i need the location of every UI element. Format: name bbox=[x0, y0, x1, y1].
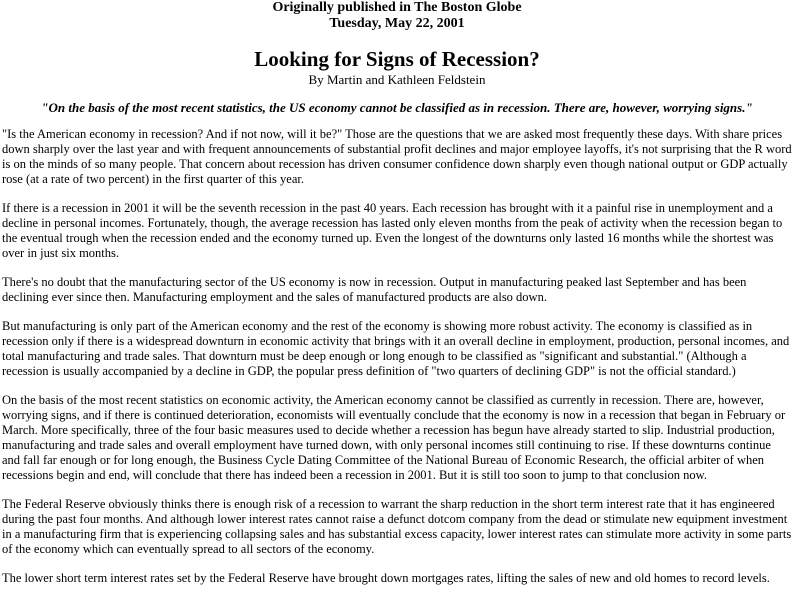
body-paragraph: "Is the American economy in recession? And if not now, will it be?" Those are the questions that we are asked most frequently these days. With share prices down sharply over the last year and with frequent announcements of substantial profit declines and major employee layoffs, it's not surprising that the R word is on the minds of so many people. That concern about recession has driven consumer confidence down sharply even though national output or GDP actually rose (at a rate of two percent) in the first quarter of this year. bbox=[2, 127, 792, 186]
publication-line: Originally published in The Boston Globe bbox=[272, 0, 522, 15]
body-paragraph: The lower short term interest rates set by the Federal Reserve have brought down mortgages rates, lifting the sales of new and old homes to record levels. bbox=[2, 571, 770, 585]
article-byline: By Martin and Kathleen Feldstein bbox=[308, 72, 486, 87]
body-paragraph: The Federal Reserve obviously thinks there is enough risk of a recession to warrant the sharp reduction in the short term interest rate that it has engineered during the past four months. And although lower interest rates cannot raise a defunct dotcom company from the dead or stimulate new equipment investment in a manufacturing firm that is experiencing collapsing sales and has substantial excess capacity, lower interest rates can stimulate more activity in some parts of the economy which can eventually spread to all sectors of the economy. bbox=[2, 497, 792, 556]
article-pullquote: "On the basis of the most recent statistics, the US economy cannot be classified as in recession. There are, however, worrying signs." bbox=[41, 100, 753, 115]
article-body bbox=[2, 127, 792, 586]
masthead bbox=[2, 0, 792, 32]
body-paragraph: There's no doubt that the manufacturing sector of the US economy is now in recession. Output in manufacturing peaked last September and has been declining ever since then. Manufacturing employment and the sales of manufactured products are also down. bbox=[2, 275, 747, 304]
article-title: Looking for Signs of Recession? bbox=[254, 47, 540, 71]
publication-date: Tuesday, May 22, 2001 bbox=[329, 16, 465, 31]
body-paragraph: On the basis of the most recent statistics on economic activity, the American economy cannot be classified as currently in recession. There are, however, worrying signs, and if there is continued deterioration, economists will eventually conclude that the economy is now in a recession that began in February or March. More specifically, three of the four basic measures used to decide whether a recession has begun have already started to slip. Industrial production, manufacturing and trade sales and overall employment have turned down, with only personal incomes still continuing to rise. If these downturns continue and fall far enough or for long enough, the Business Cycle Dating Committee of the National Bureau of Economic Research, the official arbiter of when recessions begin and end, will conclude that there has indeed been a recession in 2001. But it is still too soon to jump to that conclusion now. bbox=[2, 393, 786, 482]
body-paragraph: If there is a recession in 2001 it will be the seventh recession in the past 40 years. Each recession has brought with it a painful rise in unemployment and a decline in personal incomes. Fortunately, though, the average recession has lasted only eleven months from the peak of activity when the recession began to the eventual trough when the recession ended and the economy turned up. Even the longest of the downturns only lasted 16 months while the shortest was over in just six months. bbox=[2, 201, 783, 260]
body-paragraph: But manufacturing is only part of the American economy and the rest of the economy is showing more robust activity. The economy is classified as in recession only if there is a widespread downturn in economic activity that brings with it an overall decline in employment, production, personal incomes, and total manufacturing and trade sales. That downturn must be deep enough or long enough to be classified as "significant and substantial." (Although a recession is usually accompanied by a decline in GDP, the popular press definition of "two quarters of declining GDP" is not the official standard.) bbox=[2, 319, 790, 378]
